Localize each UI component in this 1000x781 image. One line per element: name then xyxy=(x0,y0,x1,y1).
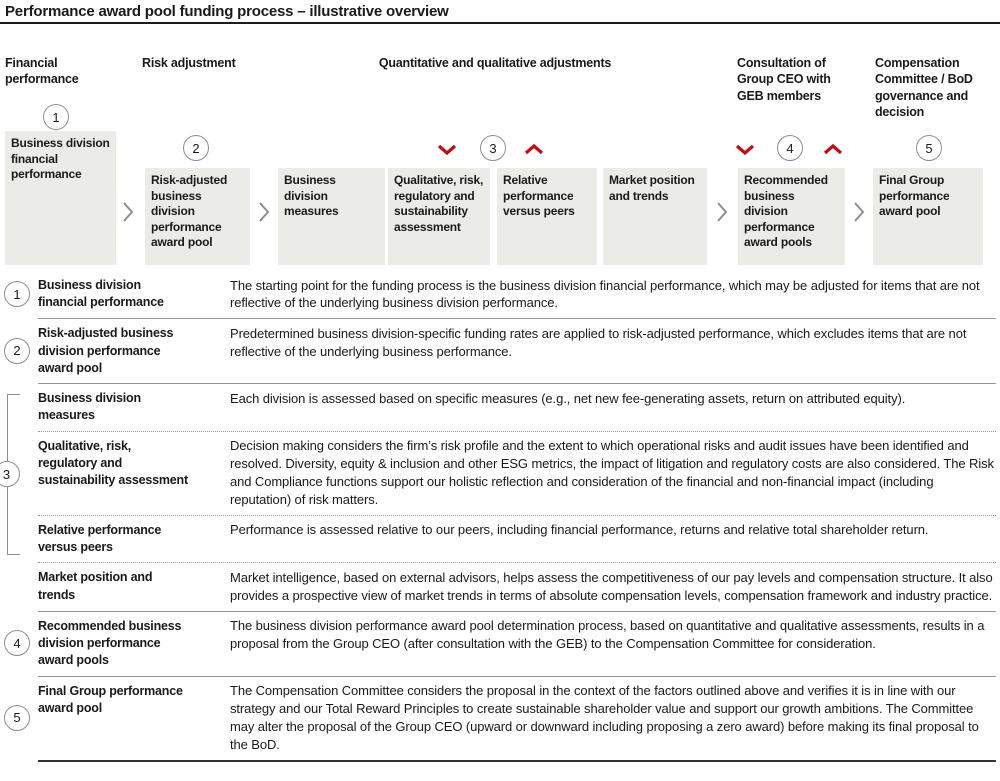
flow-box-relative-performance-versus-peers: Relative performance versus peers xyxy=(497,168,597,265)
legend-description: Decision making considers the firm’s risk profile and the extent to which operational risks and audit issues have been identified and resolved. Diversity, equity & inclusion and other ESG metrics, the impact of litigation and regulatory costs are also considered. The Risk and Compliance functions support our holistic reflection and consideration of the financial and non-financial impact (including reputation) of risk matters. xyxy=(230,438,994,507)
step-1-badge: 1 xyxy=(43,104,69,130)
step-2-badge: 2 xyxy=(4,338,30,364)
step-4-badge: 4 xyxy=(4,630,30,656)
legend-group-step-3 xyxy=(0,383,1000,611)
legend-row-3 xyxy=(0,383,1000,431)
funding-process-flow-diagram xyxy=(0,25,1000,265)
step-3-badge: 3 xyxy=(480,135,506,161)
legend-row-6 xyxy=(0,562,1000,610)
title-rule xyxy=(0,22,1000,24)
flow-box-final-group-award-pool: Final Group performance award pool xyxy=(873,168,983,265)
step-5-badge: 5 xyxy=(916,135,942,161)
step-3-badge: 3 xyxy=(0,461,20,487)
legend-term: Relative performance versus peers xyxy=(38,522,162,555)
legend-row-5 xyxy=(0,515,1000,563)
legend-row-7 xyxy=(0,611,1000,676)
legend-row-8 xyxy=(0,676,1000,760)
column-header-risk-adjustment: Risk adjustment xyxy=(142,56,236,70)
legend-term: Risk-adjusted business division performance award pool xyxy=(38,326,174,375)
legend-row-2 xyxy=(0,318,1000,383)
legend-description: Performance is assessed relative to our peers, including financial performance, returns and relative total shareholder return. xyxy=(230,522,929,538)
arrow-right-icon xyxy=(258,201,270,223)
legend-term: Business division financial performance xyxy=(38,278,164,310)
legend-description: Predetermined business division-specific funding rates are applied to risk-adjusted performance, which excludes items that are not reflective of the underlying business performance. xyxy=(230,325,967,359)
legend-row-1 xyxy=(0,270,1000,318)
legend-description: The business division performance award pool determination process, based on quantitative and qualitative assessments, results in a proposal from the Group CEO (after consultation with the GEB) to the Compensation Committee for consideration. xyxy=(230,618,985,652)
legend-term: Market position and trends xyxy=(38,570,153,602)
legend-row-4 xyxy=(0,431,1000,515)
step-4-badge: 4 xyxy=(777,135,803,161)
step-5-badge: 5 xyxy=(4,705,30,731)
column-header-compensation-committee: Compensation Committee / BoD governance and decision xyxy=(875,56,973,119)
flow-box-business-division-measures: Business division measures xyxy=(278,168,385,265)
flow-box-business-division-financial-performance: Business division financial performance xyxy=(5,131,116,265)
legend-term: Recommended business division performance award pools xyxy=(38,618,182,668)
flow-box-market-position-and-trends: Market position and trends xyxy=(603,168,707,265)
arrow-right-icon xyxy=(716,201,728,223)
legend-description: Each division is assessed based on specific measures (e.g., net new fee-generating assets, return on attributed equity). xyxy=(230,390,906,406)
legend-term: Final Group performance award pool xyxy=(38,683,183,715)
legend-description: The Compensation Committee considers the proposal in the context of the factors outlined above and verifies it is in line with our strategy and our Total Reward Principles to create sustainable shareholder value and support our growth ambitions. The Committee may alter the proposal of the Group CEO (upward or downward including proposing a zero award) before making its final proposal to the BoD. xyxy=(230,683,979,752)
chevron-up-icon xyxy=(524,144,544,155)
step-2-badge: 2 xyxy=(183,135,209,161)
column-header-consultation-group-ceo: Consultation of Group CEO with GEB members xyxy=(737,56,831,103)
column-header-financial-performance: Financial performance xyxy=(5,56,79,87)
chevron-down-icon xyxy=(735,144,755,155)
legend-list xyxy=(0,270,1000,762)
flow-box-qualitative-risk-regulatory-sustainability: Qualitative, risk, regulatory and sustainability assessment xyxy=(388,168,490,265)
legend-description: The starting point for the funding process is the business division financial performance, which may be adjusted for items that are not reflective of the underlying business division performance. xyxy=(230,277,980,311)
bottom-rule xyxy=(38,760,996,762)
flow-box-recommended-award-pools: Recommended business division performance award pools xyxy=(738,168,845,265)
column-header-quant-qual-adjustments: Quantitative and qualitative adjustments xyxy=(378,56,612,70)
arrow-right-icon xyxy=(122,201,134,223)
chevron-up-icon xyxy=(823,144,843,155)
flow-box-risk-adjusted-award-pool: Risk-adjusted business division performance award pool xyxy=(145,168,250,265)
arrow-right-icon xyxy=(853,201,865,223)
chevron-down-icon xyxy=(437,144,457,155)
legend-description: Market intelligence, based on external advisors, helps assess the competitiveness of our pay levels and compensation structure. It also provides a prospective view of market trends in terms of absolute compensation levels, compensation framework and industry practice. xyxy=(230,569,993,603)
legend-term: Qualitative, risk, regulatory and sustainability assessment xyxy=(38,438,188,488)
step-1-badge: 1 xyxy=(4,281,30,307)
legend-term: Business division measures xyxy=(38,391,141,423)
page-title: Performance award pool funding process – illustrative overview xyxy=(5,3,449,20)
